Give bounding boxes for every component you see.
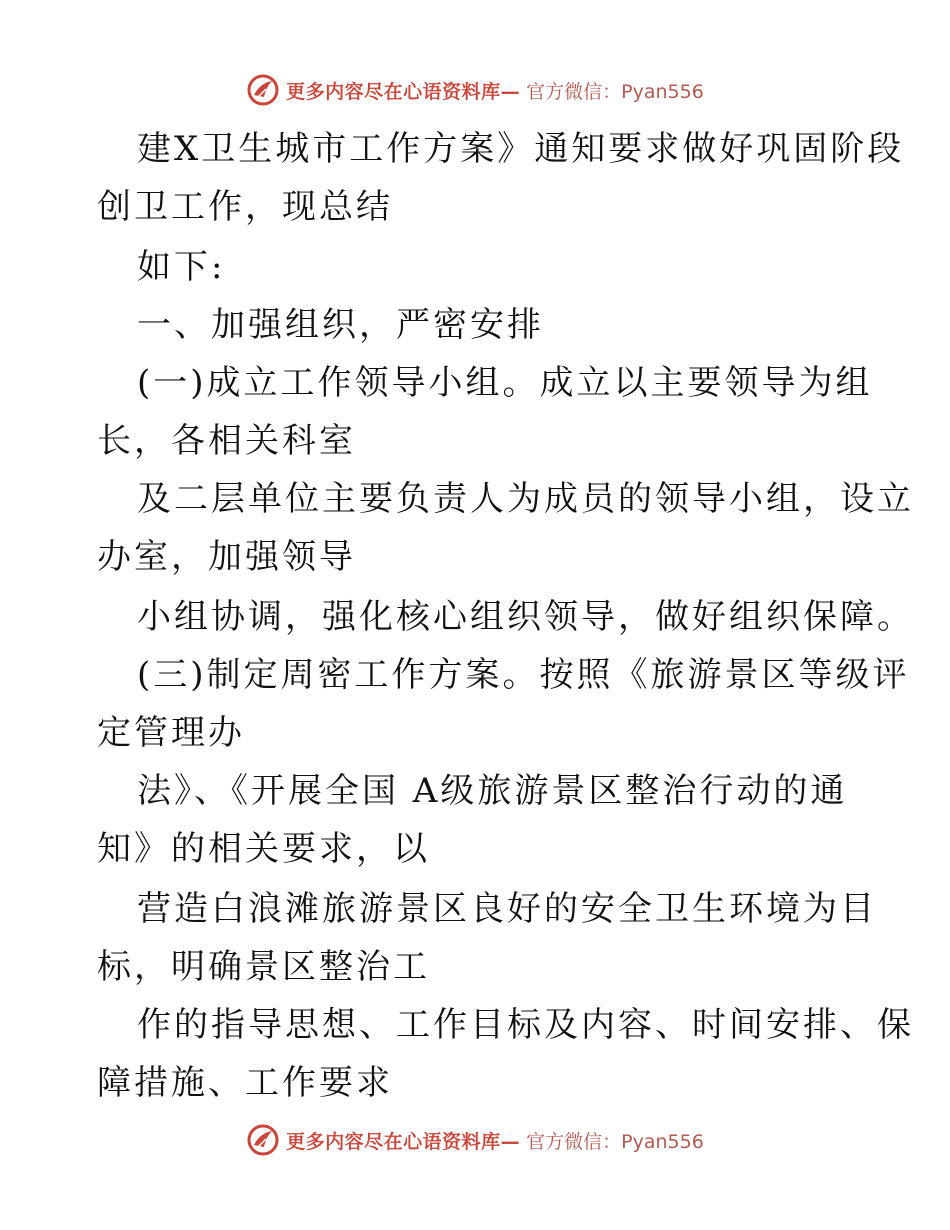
pen-logo-icon: [246, 73, 280, 107]
footer-watermark: [0, 1120, 950, 1160]
body-line-16: 作的指导思想、工作目标及内容、时间安排、保: [137, 1005, 914, 1045]
body-line-7: 及二层单位主要负责人为成员的领导小组，设立: [137, 479, 914, 519]
body-line-15: 标，明确景区整治工: [97, 947, 430, 987]
body-line-17: 障措施、工作要求: [97, 1063, 393, 1103]
body-line-8: 办室，加强领导: [97, 537, 356, 577]
body-line-10: (三)制定周密工作方案。按照《旅游景区等级评: [137, 655, 910, 695]
pen-logo-icon: [246, 1123, 280, 1157]
body-line-13: 知》的相关要求，以: [97, 829, 430, 869]
header-watermark: [0, 70, 950, 110]
body-line-1: 建X卫生城市工作方案》通知要求做好巩固阶段: [137, 129, 905, 169]
body-line-11: 定管理办: [97, 713, 245, 753]
section-heading-1: 一、加强组织，严密安排: [137, 305, 544, 345]
body-line-3: 如下:: [137, 247, 226, 287]
body-line-6: 长，各相关科室: [97, 421, 356, 461]
body-line-9: 小组协调，强化核心组织领导，做好组织保障。: [137, 597, 914, 637]
footer-slogan: 更多内容尽在心语资料库—: [286, 1130, 521, 1153]
body-line-5: (一)成立工作领导小组。成立以主要领导为组: [137, 363, 873, 403]
body-line-12: 法》、《开展全国 A级旅游景区整治行动的通: [137, 771, 848, 811]
header-wechat: 官方微信：Pyan556: [526, 80, 704, 103]
header-slogan: 更多内容尽在心语资料库—: [286, 80, 521, 103]
footer-wechat: 官方微信：Pyan556: [526, 1130, 704, 1153]
body-line-2: 创卫工作，现总结: [97, 187, 393, 227]
body-line-14: 营造白浪滩旅游景区良好的安全卫生环境为目: [137, 889, 877, 929]
